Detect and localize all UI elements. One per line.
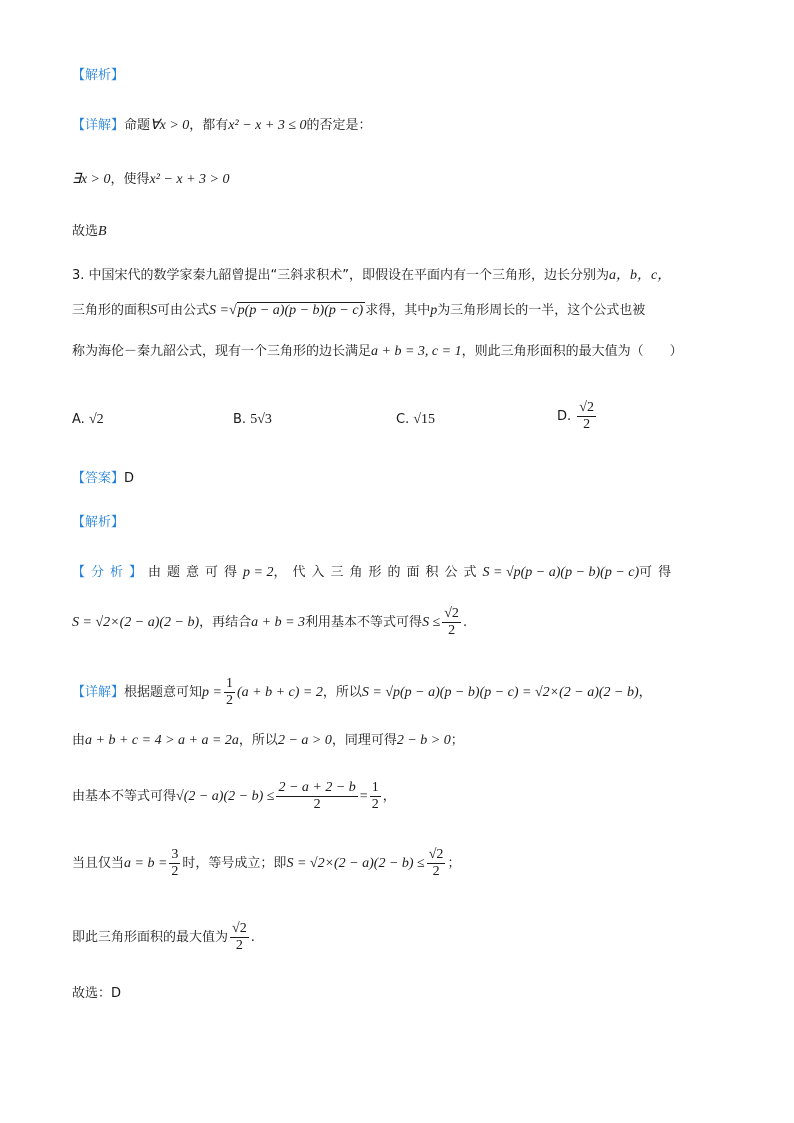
option-value: √2 xyxy=(88,412,104,427)
option-label: A. xyxy=(72,412,85,427)
detail-text: 根据题意可知 xyxy=(124,685,203,700)
section-label-analysis-2: 【解析】 xyxy=(72,515,125,530)
question-3-line-2 xyxy=(72,301,645,321)
fraction-numerator: 3 xyxy=(171,847,179,862)
analysis-text: ，代入三角形的面积公式 xyxy=(273,565,483,580)
math-s: S xyxy=(150,303,158,318)
math-inequality: x² − x + 3 > 0 xyxy=(149,172,230,187)
question-text: 可由公式 xyxy=(157,303,210,318)
question-3-line-3 xyxy=(72,342,683,362)
question-3-line-1 xyxy=(72,266,671,286)
math-formula-lhs: S = xyxy=(209,303,229,318)
option-value: 5√3 xyxy=(250,412,272,427)
question-text: 求得，其中 xyxy=(365,303,431,318)
detail-text: 时，等号成立；即 xyxy=(182,856,287,871)
math-p-eq: p = xyxy=(202,685,222,700)
math-inequality: 2 − a > 0 xyxy=(277,733,332,748)
detail-text: 当且仅当 xyxy=(72,856,125,871)
analysis-text: ，再结合 xyxy=(199,615,252,630)
sqrt-formula: √p(p − a)(p − b)(p − c) xyxy=(228,303,364,318)
detail-text: ，都有 xyxy=(189,118,229,133)
analysis-text: 利用基本不等式可得 xyxy=(305,615,423,630)
fraction-denominator: 2 xyxy=(583,417,591,432)
fraction xyxy=(169,847,180,880)
math-s-le: S ≤ xyxy=(422,615,441,630)
detail-line-negation-question xyxy=(72,116,372,136)
choose-d-line xyxy=(72,984,121,1004)
fraction-numerator: √2 xyxy=(232,921,247,936)
detail-2-line-2 xyxy=(72,731,464,751)
detail-text: ； xyxy=(450,733,464,748)
math-p-eq: p = 2 xyxy=(243,565,274,580)
fraction-denominator: 2 xyxy=(313,797,321,812)
fraction xyxy=(442,606,461,639)
section-label-analysis-1: 【解析】 xyxy=(72,68,125,83)
answer-tag: 【答案】 xyxy=(72,471,125,486)
fraction xyxy=(224,676,235,709)
choose-letter: B xyxy=(98,224,107,239)
detail-2-line-5 xyxy=(72,921,255,954)
analysis-line-2: S = √2×(2 − a)(2 − b)，再结合a + b = 3利用基本不等式可得S ≤ $\frac{√2}{2}$ . xyxy=(72,606,468,638)
detail-text: 命题 xyxy=(124,118,151,133)
fraction-denominator: 2 xyxy=(171,864,179,879)
question-text: 为三角形周长的一半，这个公式也被 xyxy=(437,303,646,318)
answer-line xyxy=(72,469,134,489)
detail-text: ，所以 xyxy=(238,733,278,748)
math-forall: ∀x > 0 xyxy=(150,118,190,133)
fraction-numerator: 1 xyxy=(371,780,379,795)
detail-tag: 【详解】 xyxy=(72,118,125,133)
math-sum: (a + b + c) = 2 xyxy=(236,685,323,700)
math-condition: a + b = 3 xyxy=(251,615,306,630)
analysis-tag: 【分析】 xyxy=(72,565,149,580)
fraction-denominator: 2 xyxy=(235,938,243,953)
option-label: C. xyxy=(396,412,410,427)
detail-text: ； xyxy=(447,856,461,871)
option-label: D. xyxy=(557,409,572,424)
fraction-numerator: 2 − a + 2 − b xyxy=(278,780,356,795)
option-c xyxy=(396,410,435,430)
math-inequality: a + b + c = 4 > a + a = 2a xyxy=(85,733,239,748)
detail-tag: 【详解】 xyxy=(72,685,125,700)
option-a xyxy=(72,410,104,430)
negation-text: ，使得 xyxy=(110,172,150,187)
fraction-denominator: 2 xyxy=(225,693,233,708)
detail-text: 即此三角形面积的最大值为 xyxy=(72,930,229,945)
option-label: B. xyxy=(233,412,247,427)
question-text: 三角形的面积 xyxy=(72,303,151,318)
detail-text: ，同理可得 xyxy=(331,733,397,748)
choose-text: 故选： xyxy=(72,986,112,1001)
math-exists: ∃x > 0 xyxy=(72,172,111,187)
choose-letter: D xyxy=(111,986,122,1001)
detail-text: ， xyxy=(382,789,396,804)
detail-2-line-4 xyxy=(72,847,460,880)
option-b xyxy=(233,410,272,430)
fraction-denominator: 2 xyxy=(371,797,379,812)
detail-2-line-1: 【详解】根据题意可知p = $\frac{1}{2}$ (a + b + c) = 2，所以S = √p(p − a)(p − b)(p − c) = √2×(2 − a)(2 − b)， xyxy=(72,676,652,708)
fraction xyxy=(370,780,381,813)
math-condition: a + b = 3, c = 1 xyxy=(371,344,462,359)
fraction-denominator: 2 xyxy=(432,864,440,879)
fraction-numerator: 1 xyxy=(225,676,233,691)
option-d xyxy=(557,400,598,433)
math-formula: S = √2×(2 − a)(2 − b) ≤ xyxy=(286,856,425,871)
math-p: p xyxy=(430,303,438,318)
option-fraction xyxy=(577,400,596,433)
detail-text: 由 xyxy=(72,733,86,748)
fraction-denominator: 2 xyxy=(448,623,456,638)
fraction xyxy=(276,780,357,813)
analysis-text: 由题意可得 xyxy=(148,565,244,580)
detail-2-line-3 xyxy=(72,780,396,813)
math-formula: S = √2×(2 − a)(2 − b) xyxy=(72,615,200,630)
analysis-line-1 xyxy=(72,563,677,583)
choose-b-line xyxy=(72,222,107,242)
question-text: 称为海伦－秦九韶公式，现有一个三角形的边长满足 xyxy=(72,344,372,359)
question-vars: a，b，c， xyxy=(609,268,672,283)
choose-text: 故选 xyxy=(72,224,99,239)
option-value: √15 xyxy=(413,412,436,427)
math-eq: = xyxy=(359,789,368,804)
detail-text: . xyxy=(250,930,255,945)
math-inequality: x² − x + 3 ≤ 0 xyxy=(228,118,307,133)
detail-text: ，所以 xyxy=(322,685,362,700)
question-text: 3. 中国宋代的数学家秦九韶曾提出“三斜求积术”，即假设在平面内有一个三角形，边长分别为 xyxy=(72,268,610,283)
fraction-numerator: √2 xyxy=(579,400,594,415)
sqrt-radicand: p(p − a)(p − b)(p − c) xyxy=(237,303,364,318)
question-text: ，则此三角形面积的最大值为（ ） xyxy=(461,344,683,359)
fraction xyxy=(230,921,249,954)
detail-text: 由基本不等式可得 xyxy=(72,789,177,804)
negation-line xyxy=(72,170,230,190)
fraction-numerator: √2 xyxy=(428,847,444,862)
answer-value: D xyxy=(124,471,135,486)
math-formula: S = √p(p − a)(p − b)(p − c) xyxy=(482,565,640,580)
math-formula: S = √p(p − a)(p − b)(p − c) = √2×(2 − a)(2 − b) xyxy=(361,685,639,700)
math-sqrt: √(2 − a)(2 − b) ≤ xyxy=(176,789,275,804)
detail-text: 的否定是： xyxy=(306,118,372,133)
math-inequality: 2 − b > 0 xyxy=(396,733,451,748)
fraction xyxy=(427,847,446,880)
math-eq: a = b = xyxy=(124,856,168,871)
analysis-text: 可得 xyxy=(639,565,678,580)
fraction-numerator: √2 xyxy=(444,606,459,621)
